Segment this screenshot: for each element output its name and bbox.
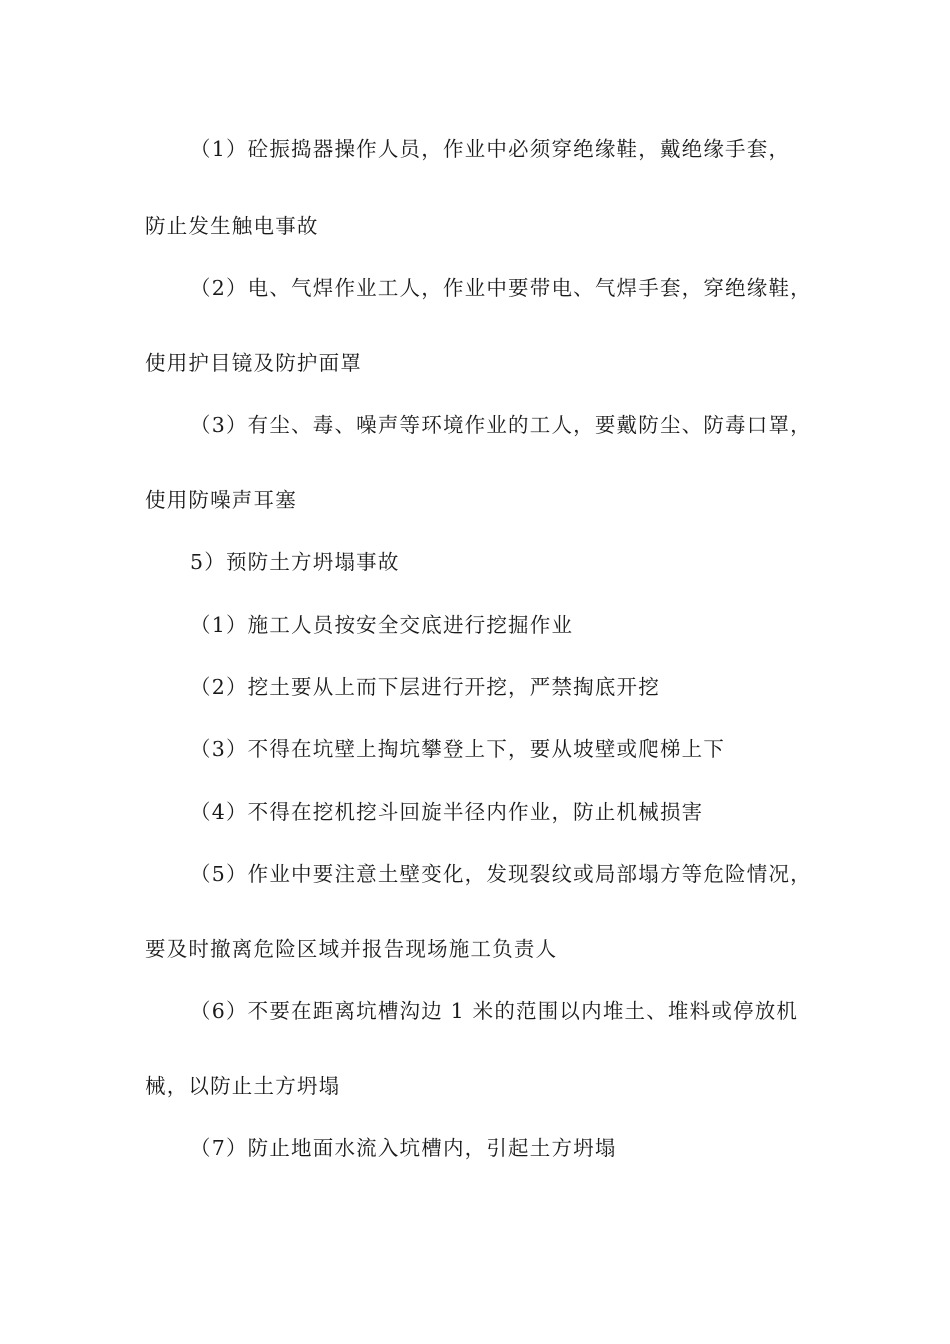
section-heading: 5）预防土方坍塌事故 xyxy=(190,550,400,574)
list-item-7: （7）防止地面水流入坑槽内，引起土方坍塌 xyxy=(190,1136,617,1160)
list-item-5-cont: 要及时撤离危险区域并报告现场施工负责人 xyxy=(145,937,558,961)
paragraph-line-3: （2）电、气焊作业工人，作业中要带电、气焊手套，穿绝缘鞋， xyxy=(190,276,812,300)
list-item-5: （5）作业中要注意土壁变化，发现裂纹或局部塌方等危险情况， xyxy=(190,862,812,886)
paragraph-line-4: 使用护目镜及防护面罩 xyxy=(145,351,362,375)
paragraph-line-1: （1）砼振捣器操作人员，作业中必须穿绝缘鞋，戴绝缘手套， xyxy=(190,137,791,161)
paragraph-line-5: （3）有尘、毒、噪声等环境作业的工人，要戴防尘、防毒口罩， xyxy=(190,413,812,437)
list-item-6: （6）不要在距离坑槽沟边 1 米的范围以内堆土、堆料或停放机 xyxy=(190,999,799,1023)
list-item-2: （2）挖土要从上而下层进行开挖，严禁掏底开挖 xyxy=(190,675,660,699)
paragraph-line-2: 防止发生触电事故 xyxy=(145,214,319,238)
list-item-1: （1）施工人员按安全交底进行挖掘作业 xyxy=(190,613,574,637)
paragraph-line-6: 使用防噪声耳塞 xyxy=(145,488,297,512)
list-item-6-cont: 械，以防止土方坍塌 xyxy=(145,1074,341,1098)
list-item-3: （3）不得在坑壁上掏坑攀登上下，要从坡壁或爬梯上下 xyxy=(190,737,726,761)
list-item-4: （4）不得在挖机挖斗回旋半径内作业，防止机械损害 xyxy=(190,800,704,824)
